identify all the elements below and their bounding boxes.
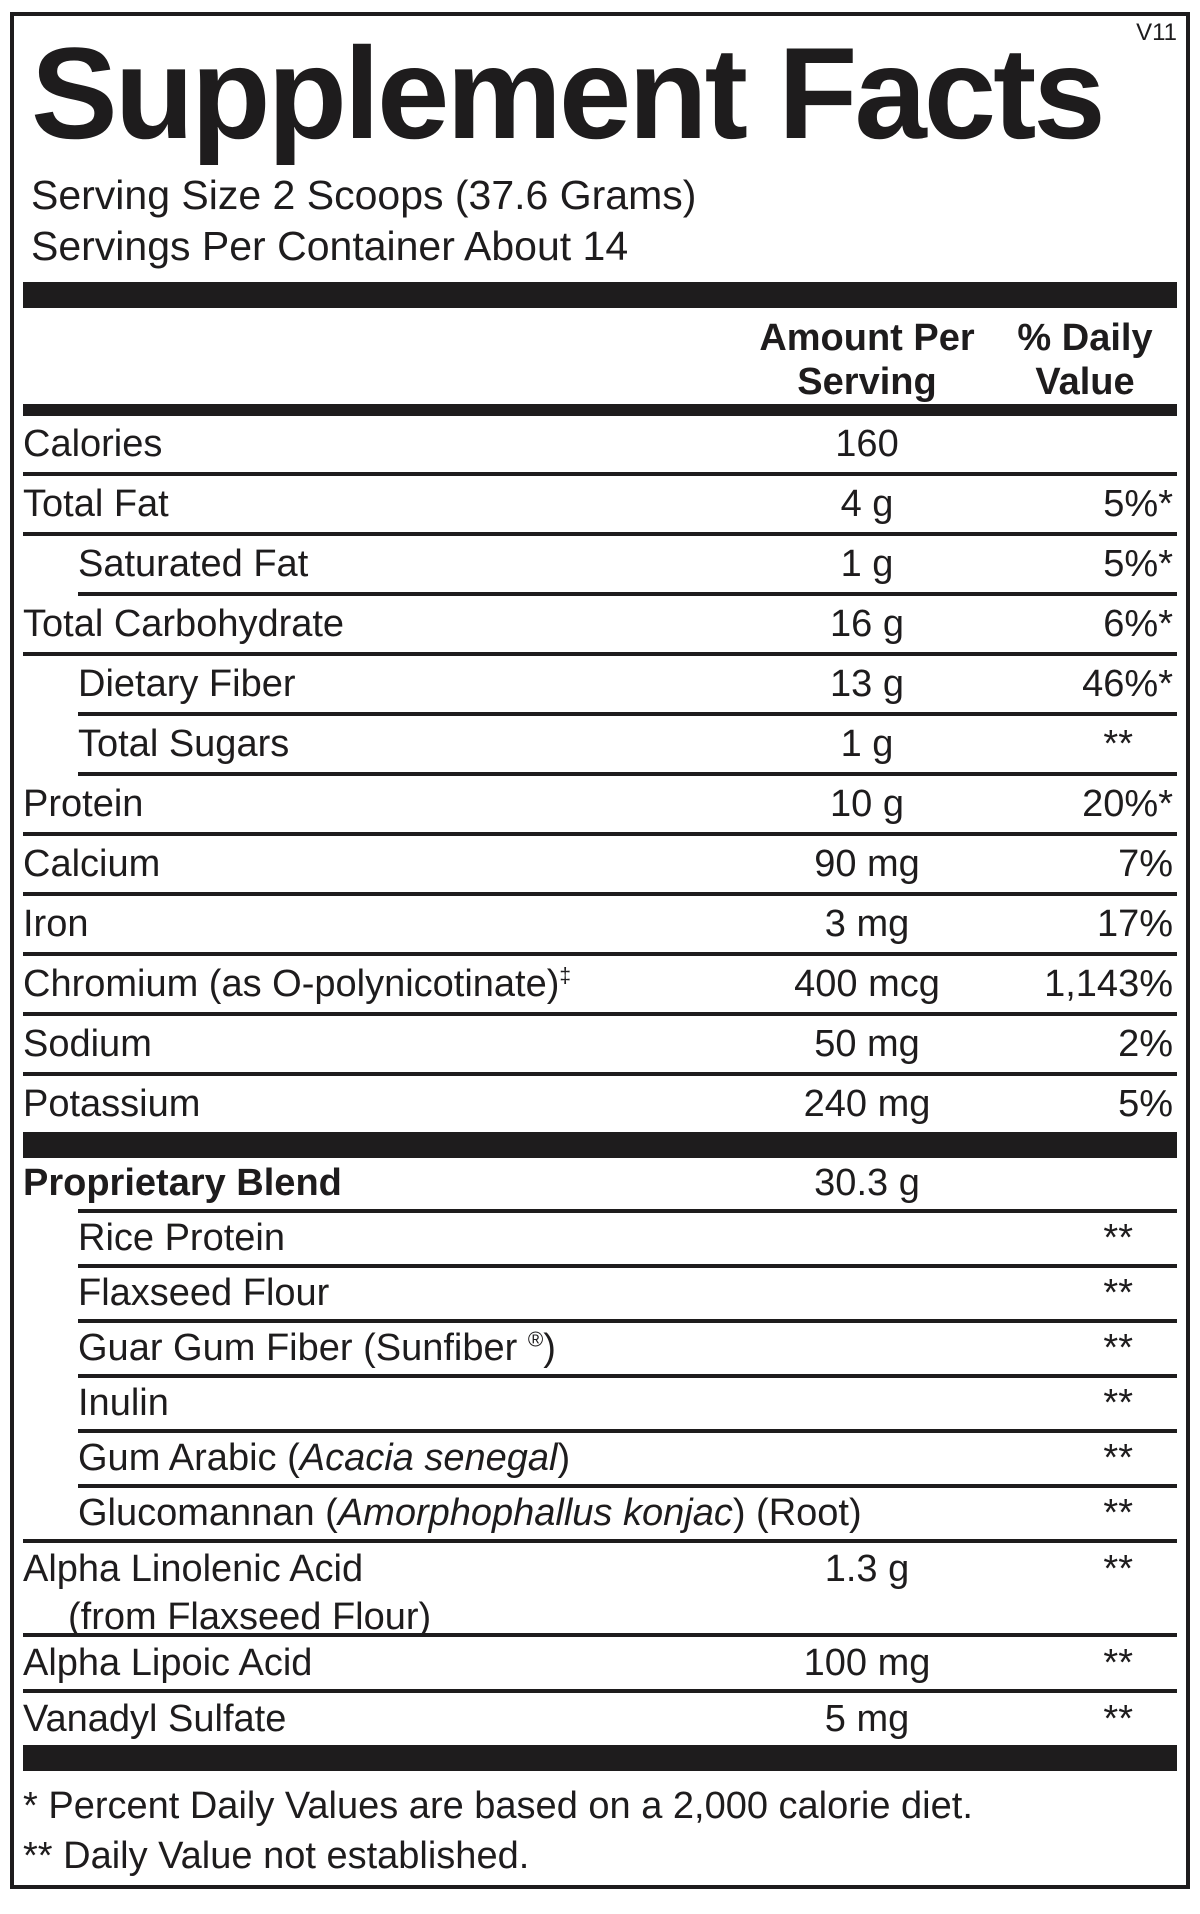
row-gum-arabic (23, 1433, 1177, 1484)
row-calcium (23, 836, 1177, 892)
registered-trademark-icon: ® (527, 1328, 544, 1352)
row-proprietary-blend (23, 1158, 1177, 1209)
nutrient-name: Potassium (23, 1082, 201, 1125)
nutrient-dv: 17% (1096, 902, 1173, 945)
nutrient-amount: 1.3 g (824, 1548, 910, 1590)
botanical-name: Amorphophallus konjac (337, 1492, 733, 1534)
nutrient-amount: 90 mg (814, 842, 920, 885)
row-chromium (23, 956, 1177, 1012)
row-vanadyl-sulfate (23, 1693, 1177, 1745)
ingredient-dv: ** (1103, 1437, 1133, 1479)
nutrient-amount: 240 mg (803, 1082, 931, 1125)
footnote-not-established: ** Daily Value not established. (23, 1835, 530, 1877)
nutrient-name: Calcium (23, 842, 161, 885)
serving-size: Serving Size 2 Scoops (37.6 Grams) (31, 172, 697, 218)
version-tag: V11 (1136, 19, 1177, 46)
blend-title: Proprietary Blend (23, 1162, 342, 1204)
nutrient-name: Protein (23, 782, 144, 825)
servings-per-container: Servings Per Container About 14 (31, 223, 629, 269)
nutrient-name: Total Carbohydrate (23, 602, 345, 645)
nutrient-name: Saturated Fat (78, 542, 309, 585)
nutrient-amount: 5 mg (824, 1697, 910, 1740)
double-dagger-footnote-mark: ‡ (559, 963, 572, 987)
supplement-facts-panel (10, 12, 1190, 1889)
nutrient-amount: 160 (835, 422, 899, 465)
nutrient-dv: 6%* (1103, 602, 1173, 645)
row-total-carbohydrate (23, 596, 1177, 652)
row-inulin (23, 1378, 1177, 1429)
row-total-fat (23, 476, 1177, 532)
row-saturated-fat (23, 536, 1177, 592)
row-total-sugars (23, 716, 1177, 772)
row-alpha-linolenic-acid (23, 1543, 1177, 1638)
ingredient-name: Flaxseed Flour (78, 1272, 330, 1314)
section-bar-blend (23, 1132, 1177, 1158)
ingredient-name: Glucomannan (Amorphophallus konjac) (Root) (78, 1492, 862, 1534)
panel-title: Supplement Facts (31, 20, 1103, 166)
row-iron (23, 896, 1177, 952)
nutrient-dv: 5% (1118, 1082, 1173, 1125)
serving-info (23, 170, 1177, 272)
nutrient-name: Sodium (23, 1022, 152, 1065)
footnote-daily-values: * Percent Daily Values are based on a 2,000 calorie diet. (23, 1785, 973, 1827)
ingredient-dv: ** (1103, 1217, 1133, 1259)
nutrient-dv: ** (1103, 1548, 1133, 1590)
nutrient-dv: 20%* (1082, 782, 1173, 825)
nutrient-amount: 1 g (840, 722, 894, 765)
nutrient-name: Calories (23, 422, 163, 465)
ingredient-dv: ** (1103, 1382, 1133, 1424)
header-divider-bar (23, 404, 1177, 416)
nutrient-dv: ** (1103, 1641, 1133, 1684)
ingredient-name: Rice Protein (78, 1217, 285, 1259)
row-guar-gum-fiber (23, 1323, 1177, 1374)
nutrient-amount: 16 g (830, 602, 904, 645)
nutrient-amount: 4 g (840, 482, 894, 525)
nutrient-dv: 46%* (1082, 662, 1173, 705)
ingredient-dv: ** (1103, 1272, 1133, 1314)
nutrient-dv: 5%* (1103, 542, 1173, 585)
nutrient-amount: 3 mg (824, 902, 910, 945)
column-headers (23, 308, 1177, 404)
column-header-amount: Amount Per Serving (759, 317, 975, 403)
nutrient-name: Alpha Lipoic Acid (23, 1641, 313, 1684)
ingredient-dv: ** (1103, 1492, 1133, 1534)
ingredient-dv: ** (1103, 1327, 1133, 1369)
footnotes (23, 1781, 1177, 1881)
nutrient-dv: ** (1103, 722, 1133, 765)
nutrient-amount: 400 mcg (794, 962, 940, 1005)
row-alpha-lipoic-acid (23, 1637, 1177, 1689)
ingredient-name: Inulin (78, 1382, 169, 1424)
nutrient-dv: 5%* (1103, 482, 1173, 525)
blend-amount: 30.3 g (814, 1162, 920, 1204)
row-dietary-fiber (23, 656, 1177, 712)
nutrient-dv: 7% (1118, 842, 1173, 885)
nutrient-name: Total Fat (23, 482, 169, 525)
botanical-name: Acacia senegal (299, 1437, 558, 1479)
row-sodium (23, 1016, 1177, 1072)
nutrient-name: Alpha Linolenic Acid (from Flaxseed Flour) (23, 1543, 737, 1641)
nutrient-source-note: (from Flaxseed Flour) (68, 1596, 432, 1638)
column-header-daily-value: % Daily Value (1017, 317, 1153, 403)
ingredient-name: Guar Gum Fiber (Sunfiber ®) (78, 1327, 556, 1369)
nutrient-amount: 10 g (830, 782, 904, 825)
row-glucomannan (23, 1488, 1177, 1539)
nutrient-dv: ** (1103, 1697, 1133, 1740)
nutrient-name: Total Sugars (78, 722, 290, 765)
nutrient-name: Iron (23, 902, 89, 945)
row-rice-protein (23, 1213, 1177, 1264)
row-flaxseed-flour (23, 1268, 1177, 1319)
ingredient-name: Gum Arabic (Acacia senegal) (78, 1437, 571, 1479)
row-protein (23, 776, 1177, 832)
nutrient-amount: 1 g (840, 542, 894, 585)
row-potassium (23, 1076, 1177, 1132)
nutrient-name: Chromium (as O-polynicotinate)‡ (23, 962, 572, 1005)
row-calories (23, 416, 1177, 472)
section-bar-footnotes (23, 1745, 1177, 1771)
nutrient-name: Dietary Fiber (78, 662, 296, 705)
nutrient-name: Vanadyl Sulfate (23, 1697, 287, 1740)
nutrient-amount: 13 g (830, 662, 904, 705)
nutrient-dv: 2% (1118, 1022, 1173, 1065)
nutrient-dv: 1,143% (1044, 962, 1173, 1005)
section-bar-top (23, 282, 1177, 308)
nutrient-amount: 100 mg (803, 1641, 931, 1684)
nutrient-amount: 50 mg (814, 1022, 920, 1065)
